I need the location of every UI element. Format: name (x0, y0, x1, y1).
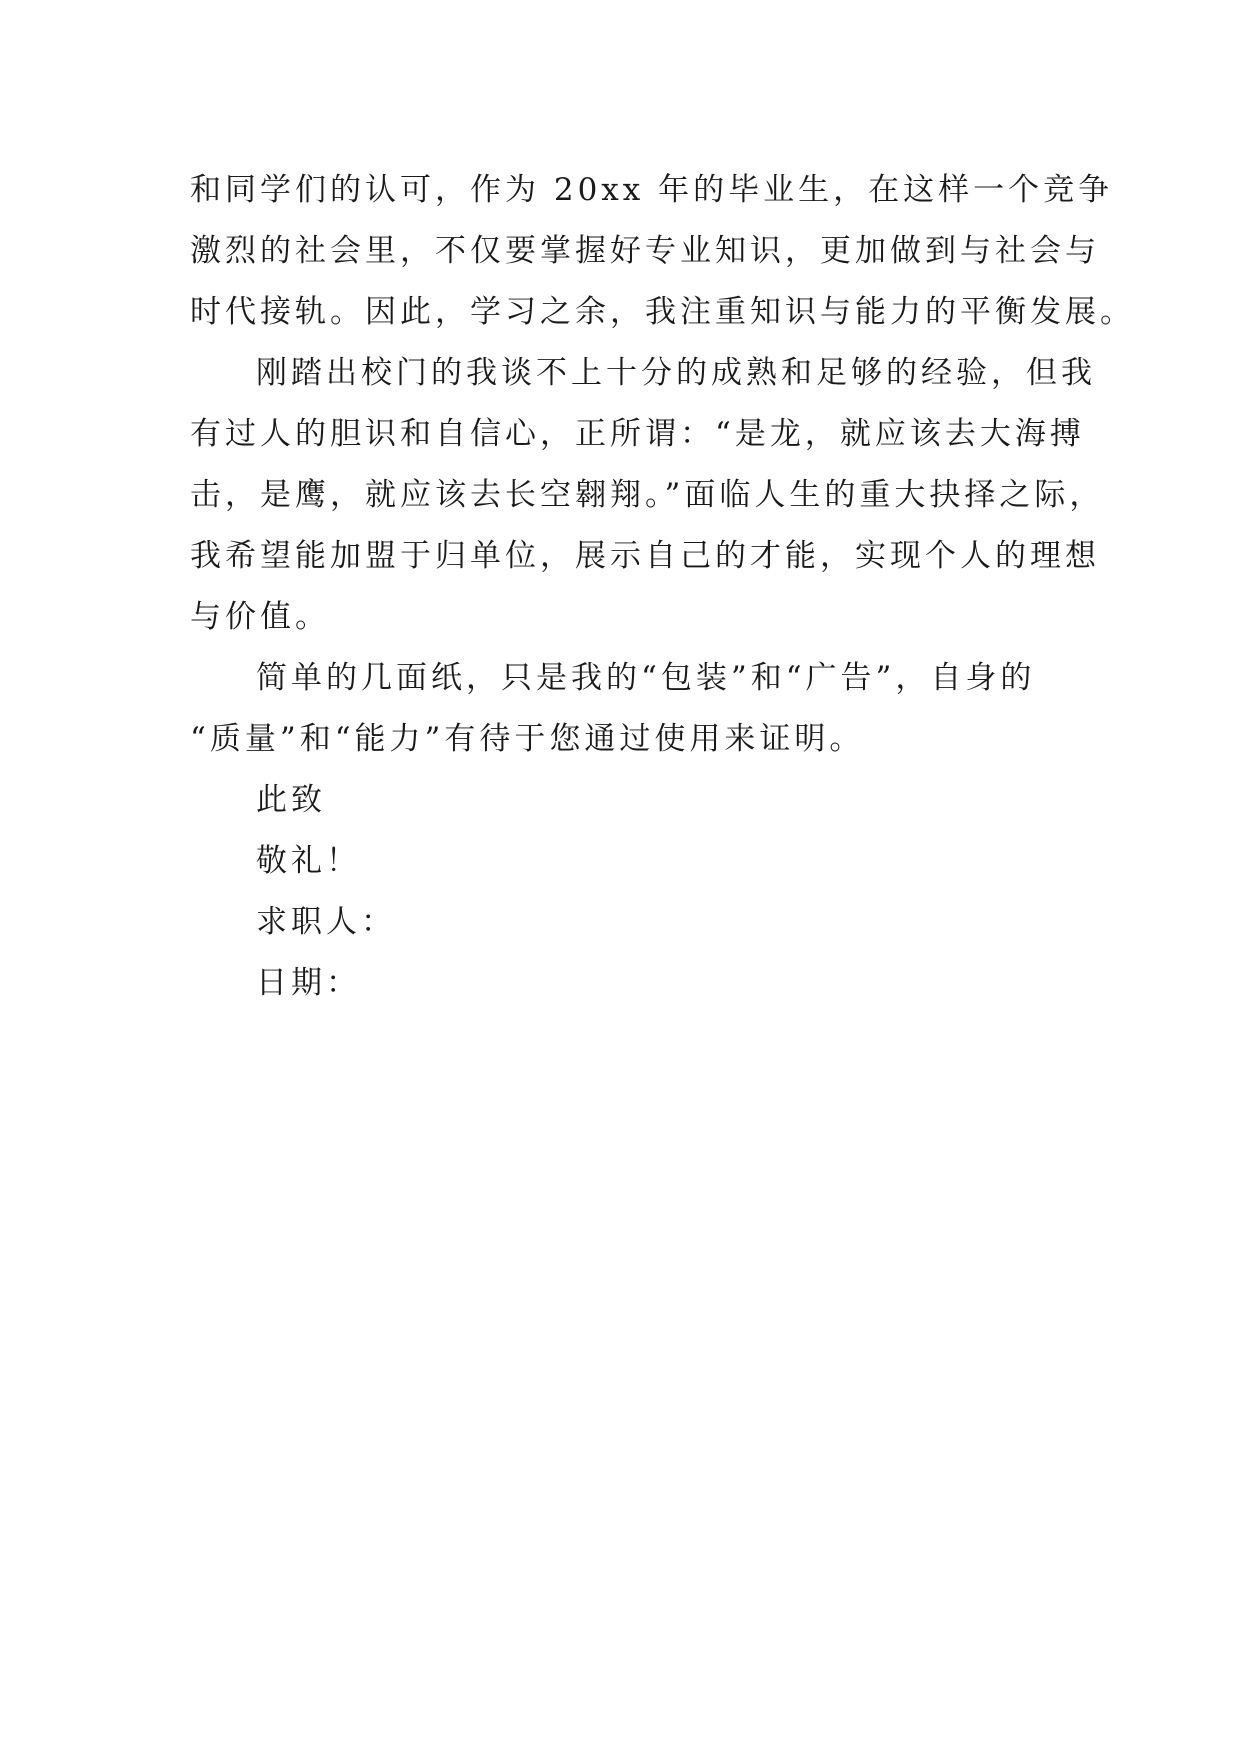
date-label: 日期： (256, 965, 361, 1001)
paragraph-3-line-1: 简单的几面纸，只是我的“包装”和“广告”，自身的 (256, 660, 1036, 696)
salutation-text: 敬礼！ (256, 843, 361, 879)
paragraph-1-line-2: 激烈的社会里，不仅要掌握好专业知识，更加做到与社会与 (190, 233, 1100, 269)
paragraph-2-line-1: 刚踏出校门的我谈不上十分的成熟和足够的经验，但我 (256, 355, 1096, 391)
applicant-label: 求职人： (256, 904, 396, 940)
paragraph-2-line-3: 击，是鹰，就应该去长空翱翔。”面临人生的重大抉择之际， (190, 477, 1105, 513)
paragraph-3-line-2: “质量”和“能力”有待于您通过使用来证明。 (190, 721, 865, 757)
paragraph-2-line-2: 有过人的胆识和自信心，正所谓：“是龙，就应该去大海搏 (190, 416, 1085, 452)
closing-text: 此致 (256, 782, 326, 818)
paragraph-2-line-4: 我希望能加盟于归单位，展示自己的才能，实现个人的理想 (190, 538, 1100, 574)
paragraph-1-line-1: 和同学们的认可，作为 20xx 年的毕业生，在这样一个竞争 (190, 172, 1114, 208)
paragraph-1-line-3: 时代接轨。因此，学习之余，我注重知识与能力的平衡发展。 (190, 294, 1135, 330)
letter-body (190, 160, 1135, 1014)
paragraph-2-line-5: 与价值。 (190, 599, 330, 635)
